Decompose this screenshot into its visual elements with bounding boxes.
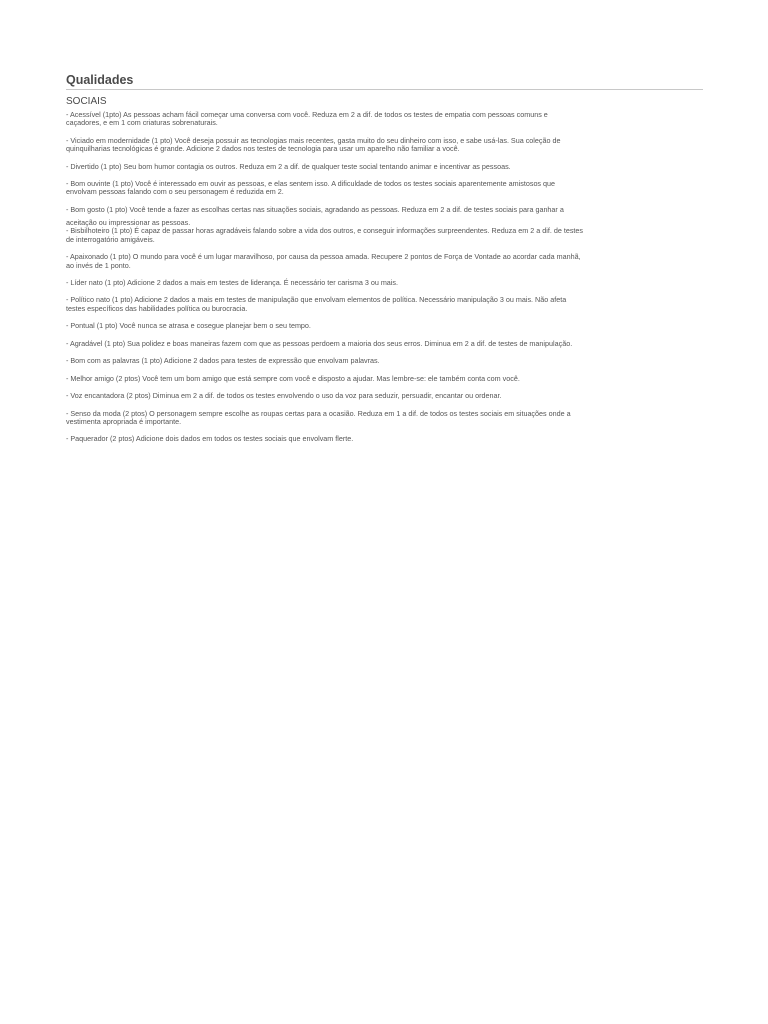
- title-divider: [66, 89, 703, 90]
- document-page: [66, 72, 703, 453]
- quality-entry: [66, 180, 703, 197]
- quality-entry-line: - Paquerador (2 ptos) Adicione dois dados em todos os testes sociais que envolvam flerte.: [66, 434, 354, 444]
- quality-entry-line: - Viciado em modernidade (1 pto) Você deseja possuir as tecnologias mais recentes, gasta muito do seu dinheiro com isso, e sabe usá-las. Sua coleção de: [66, 135, 561, 145]
- quality-entry: [66, 163, 703, 171]
- quality-entry: [66, 253, 703, 270]
- quality-entry: [66, 357, 703, 365]
- quality-entry-line: - Divertido (1 pto) Seu bom humor contagia os outros. Reduza em 2 a dif. de qualquer teste social tentando animar e incentivar as pessoas.: [66, 161, 511, 171]
- quality-entry-line: - Político nato (1 pto) Adicione 2 dados a mais em testes de manipulação que envolvam elementos de política. Necessário manipulação 3 ou mais. Não afeta: [66, 295, 567, 305]
- quality-entry: [66, 410, 703, 427]
- quality-entry-line: quinquilharias tecnológicas é grande. Adicione 2 dados nos testes de tecnologia para usar um aparelho não familiar a você.: [66, 144, 460, 154]
- quality-entry-line: - Apaixonado (1 pto) O mundo para você é um lugar maravilhoso, por causa da pessoa amada. Recupere 2 pontos de Força de Vontade ao acordar cada manhã,: [66, 252, 581, 262]
- quality-entry-line: - Voz encantadora (2 ptos) Diminua em 2 a dif. de todos os testes envolvendo o uso da voz para seduzir, persuadir, encantar ou ordenar.: [66, 391, 502, 401]
- quality-entry-line: - Bisbilhoteiro (1 pto) É capaz de passar horas agradáveis falando sobre a vida dos outros, e conseguir informações surpreendentes. Reduza em 2 a dif. de testes: [66, 226, 583, 236]
- quality-entry-line: caçadores, e em 1 com criaturas sobrenaturais.: [66, 118, 218, 128]
- quality-entry-line: aceitação ou impressionar as pessoas.: [66, 218, 191, 228]
- quality-entry-line: de interrogatório amigáveis.: [66, 234, 155, 244]
- quality-entry: [66, 227, 703, 244]
- quality-entry-line: - Líder nato (1 pto) Adicione 2 dados a mais em testes de liderança. É necessário ter carisma 3 ou mais.: [66, 277, 398, 287]
- qualities-list: [66, 111, 703, 444]
- quality-entry-line: testes específicos das habilidades política ou burocracia.: [66, 303, 248, 313]
- quality-entry-line: envolvam pessoas falando com o seu personagem é reduzida em 2.: [66, 187, 284, 197]
- quality-entry-line: - Senso da moda (2 ptos) O personagem sempre escolhe as roupas certas para a ocasião. Reduza em 1 a dif. de todos os testes sociais em situações onde a: [66, 408, 571, 418]
- quality-entry: [66, 375, 703, 383]
- quality-entry-line: - Melhor amigo (2 ptos) Você tem um bom amigo que está sempre com você e disposto a ajudar. Mas lembre-se: ele também conta com você.: [66, 373, 520, 383]
- quality-entry-line: - Bom com as palavras (1 pto) Adicione 2 dados para testes de expressão que envolvam palavras.: [66, 356, 380, 366]
- quality-entry: [66, 296, 703, 313]
- quality-entry: [66, 392, 703, 400]
- quality-entry: [66, 111, 703, 128]
- quality-entry: [66, 340, 703, 348]
- quality-entry-line: ao invés de 1 ponto.: [66, 260, 131, 270]
- quality-entry-line: - Acessível (1pto) As pessoas acham fácil começar uma conversa com você. Reduza em 2 a dif. de todos os testes de empatia com pessoas comuns e: [66, 110, 548, 119]
- quality-entry: [66, 279, 703, 287]
- quality-entry-line: - Bom ouvinte (1 pto) Você é interessado em ouvir as pessoas, e elas sentem isso. A dificuldade de todos os testes sociais aparentemente amistosos que: [66, 179, 556, 189]
- quality-entry-line: - Pontual (1 pto) Você nunca se atrasa e cosegue planejar bem o seu tempo.: [66, 321, 311, 331]
- quality-entry-line: - Bom gosto (1 pto) Você tende a fazer as escolhas certas nas situações sociais, agradando as pessoas. Reduza em 2 a dif. de testes sociais para ganhar a: [66, 204, 564, 214]
- quality-entry: [66, 137, 703, 154]
- quality-entry-line: - Agradável (1 pto) Sua polidez e boas maneiras fazem com que as pessoas perdoem a maioria dos seus erros. Diminua em 2 a dif. de testes de manipulação.: [66, 338, 573, 348]
- quality-entry: [66, 435, 703, 443]
- quality-entry: [66, 206, 703, 228]
- quality-entry-line: vestimenta apropriada é importante.: [66, 416, 182, 426]
- quality-entry: [66, 322, 703, 330]
- page-title: Qualidades: [66, 73, 134, 87]
- section-heading: SOCIAIS: [66, 96, 107, 107]
